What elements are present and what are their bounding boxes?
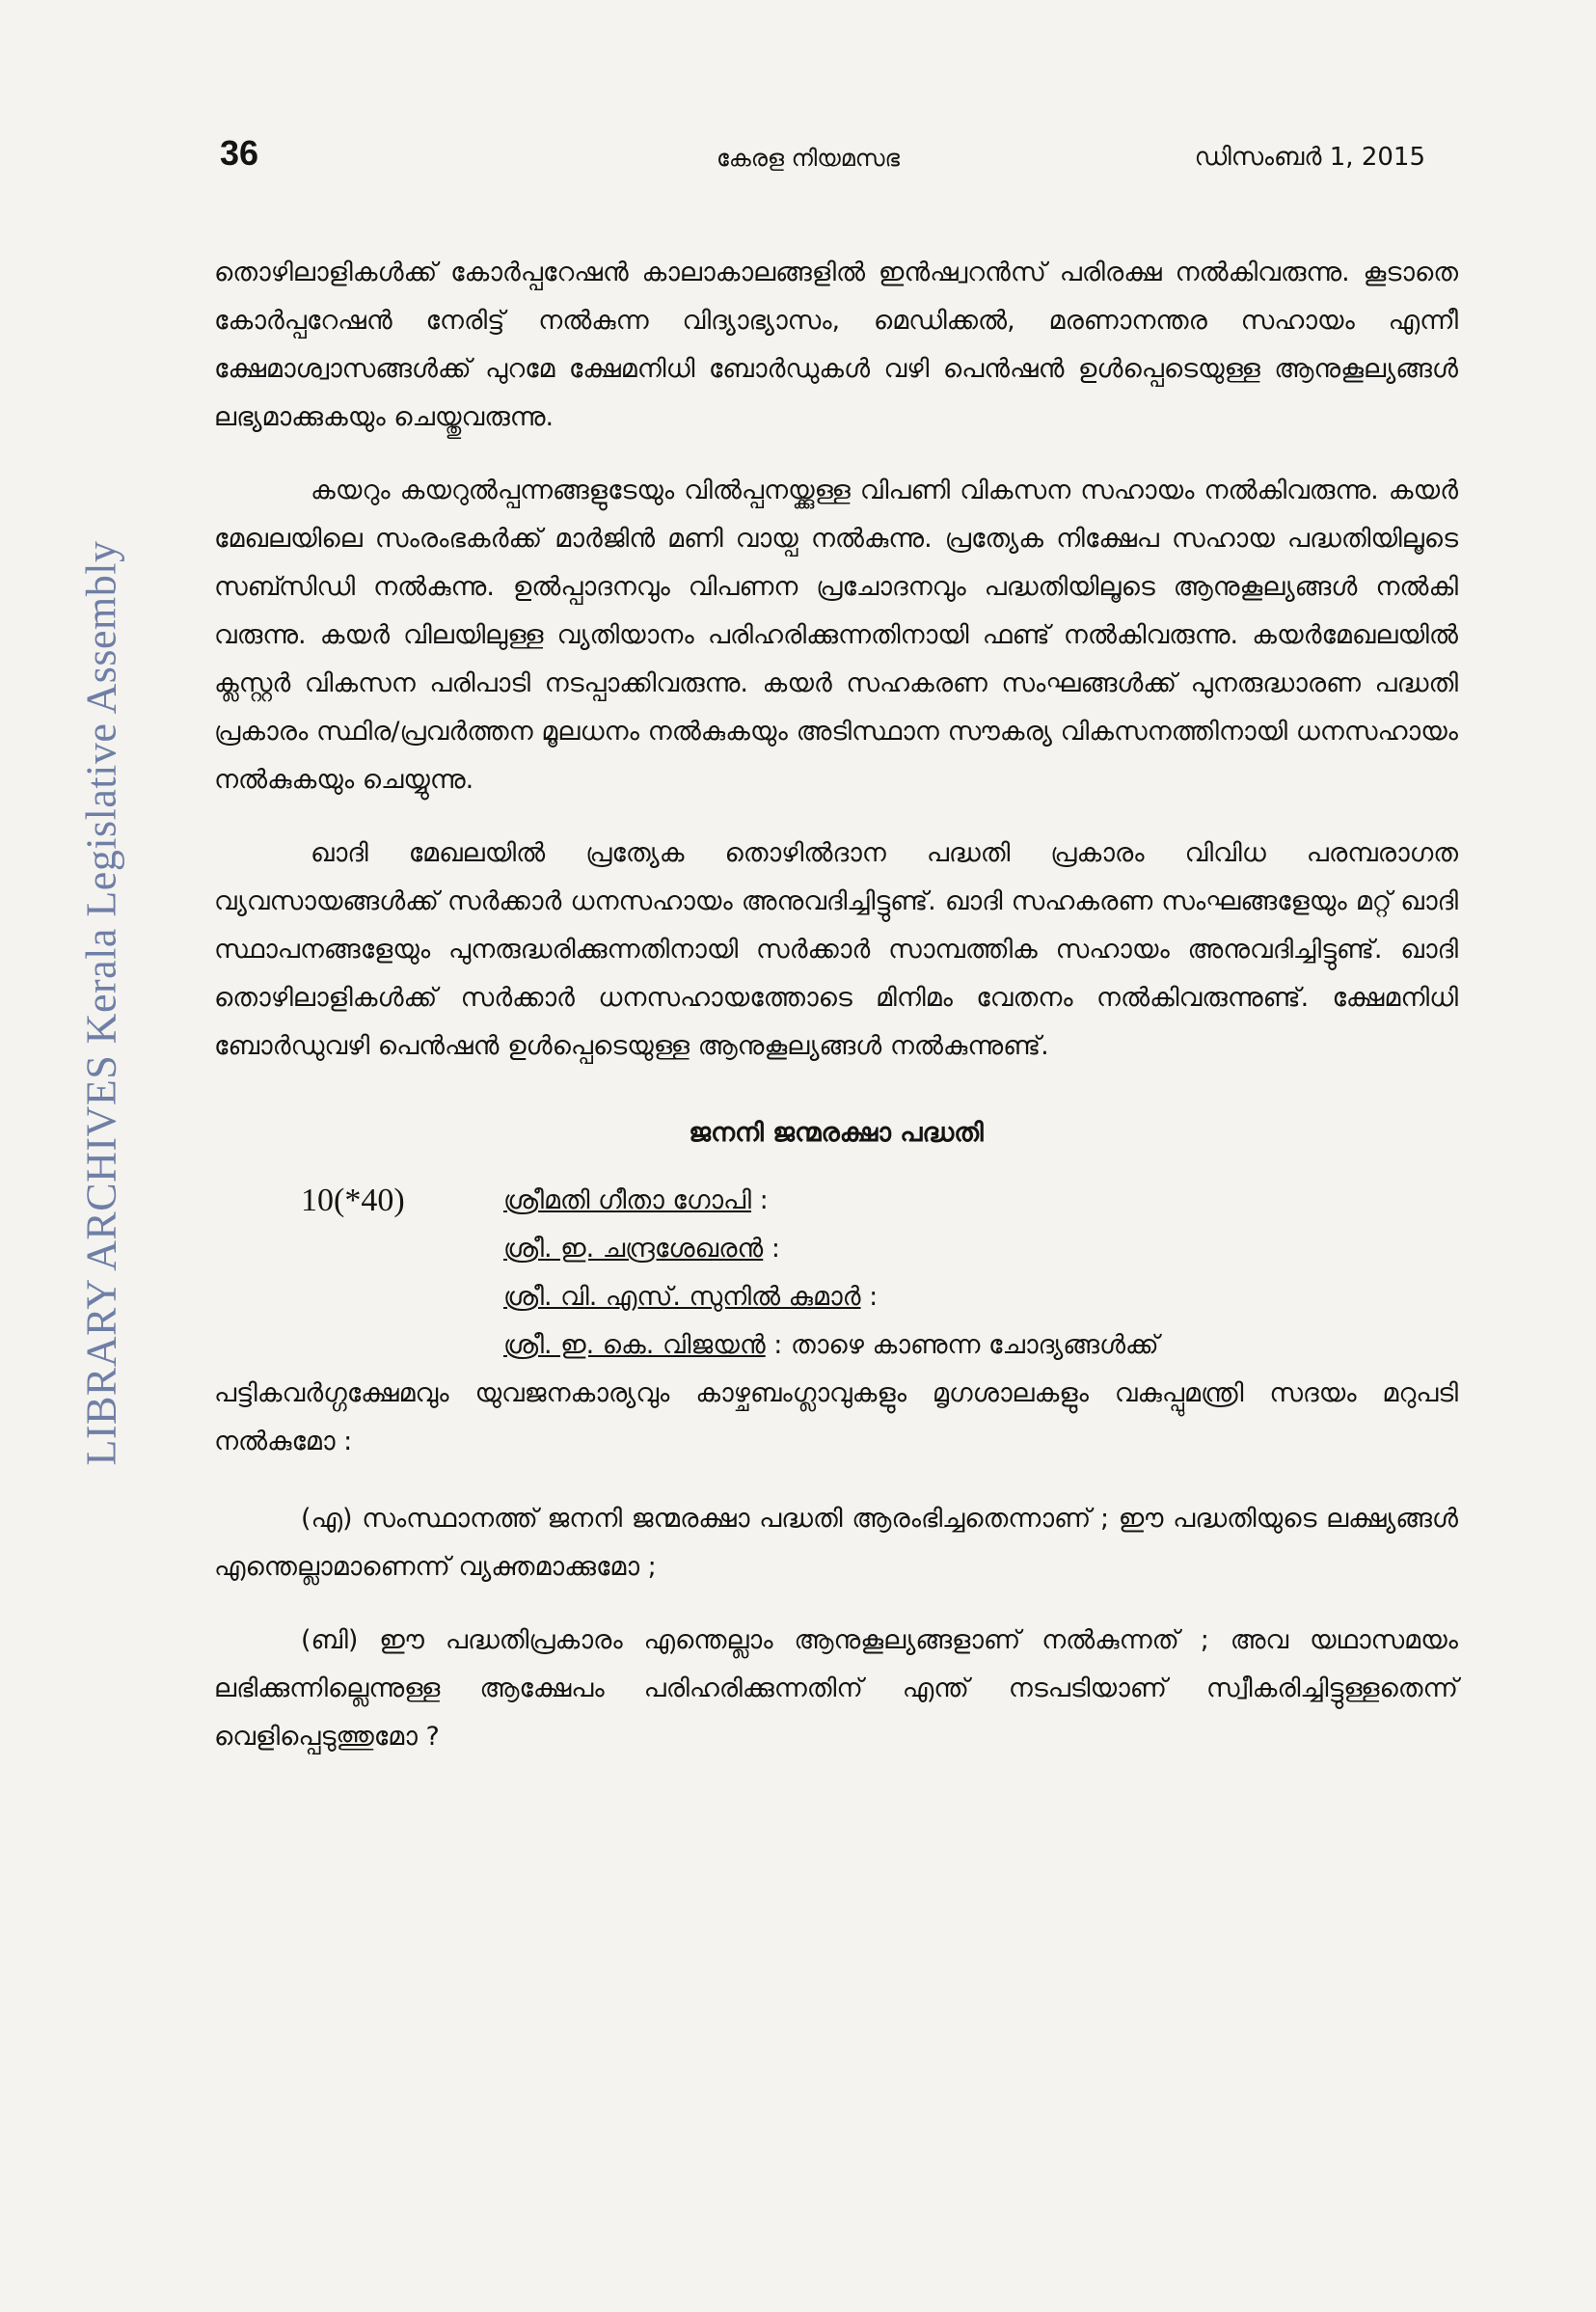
separator: :	[751, 1185, 769, 1215]
page-number: 36	[220, 133, 259, 173]
member-name: ശ്രീ. വി. എസ്. സുനിൽ കുമാർ	[503, 1282, 861, 1312]
question-heading: ജനനി ജന്മരക്ഷാ പദ്ധതി	[689, 1118, 984, 1148]
question-lead-in: : താഴെ കാണുന്ന ചോദ്യങ്ങൾക്ക്	[765, 1330, 1159, 1360]
question-number: 10(*40)	[301, 1183, 405, 1218]
sub-question: (ബി) ഈ പദ്ധതിപ്രകാരം എന്തെല്ലാം ആനുകൂല്യങ്ങളാണ് നൽകുന്നത് ; അവ യഥാസമയം ലഭിക്കുന്നില്ലെന്നുള്ള ആക്ഷേപം പരിഹരിക്കുന്നതിന് എന്ത് നടപടിയാണ് സ്വീകരിച്ചിട്ടുള്ളതെന്ന് വെളിപ്പെടുത്തുമോ ?	[214, 1625, 1458, 1752]
question-block	[214, 1177, 1458, 1761]
member-line	[503, 1321, 1458, 1370]
member-name: ശ്രീ. ഇ. ചന്ദ്രശേഖരൻ	[503, 1234, 764, 1264]
separator: :	[763, 1234, 780, 1264]
question-continuation: പട്ടികവർഗ്ഗക്ഷേമവും യുവജനകാര്യവും കാഴ്ചബംഗ്ലാവുകളും മൃഗശാലകളും വകുപ്പുമന്ത്രി സദയം മറുപടി നൽകുമോ :	[214, 1378, 1458, 1456]
page-header	[220, 133, 1425, 181]
archive-watermark: LIBRARY ARCHIVES Kerala Legislative Assembly	[77, 540, 125, 1466]
member-line	[503, 1177, 1458, 1225]
session-date: ഡിസംബർ 1, 2015	[1194, 143, 1425, 172]
paragraph: കയറും കയറുൽപ്പന്നങ്ങളുടേയും വിൽപ്പനയ്ക്കുള്ള വിപണി വികസന സഹായം നൽകിവരുന്നു. കയർ മേഖലയിലെ സംരംഭകർക്ക് മാർജിൻ മണി വായ്പ നൽകുന്നു. പ്രത്യേക നിക്ഷേപ സഹായ പദ്ധതിയിലൂടെ സബ്സിഡി നൽകുന്നു. ഉൽപ്പാദനവും വിപണന പ്രചോദനവും പദ്ധതിയിലൂടെ ആനുകൂല്യങ്ങൾ നൽകി വരുന്നു. കയർ വിലയിലുള്ള വ്യതിയാനം പരിഹരിക്കുന്നതിനായി ഫണ്ട് നൽകിവരുന്നു. കയർമേഖലയിൽ ക്ലസ്റ്റർ വികസന പരിപാടി നടപ്പാക്കിവരുന്നു. കയർ സഹകരണ സംഘങ്ങൾക്ക് പുനരുദ്ധാരണ പദ്ധതി പ്രകാരം സ്ഥിര/പ്രവർത്തന മൂലധനം നൽകുകയും അടിസ്ഥാന സൗകര്യ വികസനത്തിനായി ധനസഹായം നൽകുകയും ചെയ്യുന്നു.	[214, 476, 1458, 795]
member-list	[503, 1177, 1458, 1370]
paragraph: തൊഴിലാളികൾക്ക് കോർപ്പറേഷൻ കാലാകാലങ്ങളിൽ ഇൻഷ്വറൻസ് പരിരക്ഷ നൽകിവരുന്നു. കൂടാതെ കോർപ്പറേഷൻ നേരിട്ട് നൽകുന്ന വിദ്യാഭ്യാസം, മെഡിക്കൽ, മരണാനന്തര സഹായം എന്നീ ക്ഷേമാശ്വാസങ്ങൾക്ക് പുറമേ ക്ഷേമനിധി ബോർഡുകൾ വഴി പെൻഷൻ ഉൾപ്പെടെയുള്ള ആനുകൂല്യങ്ങൾ ലഭ്യമാക്കുകയും ചെയ്തുവരുന്നു.	[214, 258, 1458, 432]
separator: :	[860, 1282, 879, 1312]
member-name: ശ്രീമതി ഗീതാ ഗോപി	[503, 1185, 752, 1215]
paragraph: ഖാദി മേഖലയിൽ പ്രത്യേക തൊഴിൽദാന പദ്ധതി പ്രകാരം വിവിധ പരമ്പരാഗത വ്യവസായങ്ങൾക്ക് സർക്കാർ ധനസഹായം അനുവദിച്ചിട്ടുണ്ട്. ഖാദി സഹകരണ സംഘങ്ങളേയും മറ്റ് ഖാദി സ്ഥാപനങ്ങളേയും പുനരുദ്ധരിക്കുന്നതിനായി സർക്കാർ സാമ്പത്തിക സഹായം അനുവദിച്ചിട്ടുണ്ട്. ഖാദി തൊഴിലാളികൾക്ക് സർക്കാർ ധനസഹായത്തോടെ മിനിമം വേതനം നൽകിവരുന്നുണ്ട്. ക്ഷേമനിധി ബോർഡുവഴി പെൻഷൻ ഉൾപ്പെടെയുള്ള ആനുകൂല്യങ്ങൾ നൽകുന്നുണ്ട്.	[214, 838, 1458, 1061]
member-name: ശ്രീ. ഇ. കെ. വിജയൻ	[503, 1330, 766, 1360]
assembly-name: കേരള നിയമസഭ	[716, 145, 901, 172]
member-line	[503, 1273, 1458, 1321]
document-body	[214, 249, 1458, 1786]
member-line	[503, 1225, 1458, 1273]
sub-question: (എ) സംസ്ഥാനത്ത് ജനനി ജന്മരക്ഷാ പദ്ധതി ആരംഭിച്ചതെന്നാണ് ; ഈ പദ്ധതിയുടെ ലക്ഷ്യങ്ങൾ എന്തെല്ലാമാണെന്ന് വ്യക്തമാക്കുമോ ;	[214, 1504, 1458, 1582]
